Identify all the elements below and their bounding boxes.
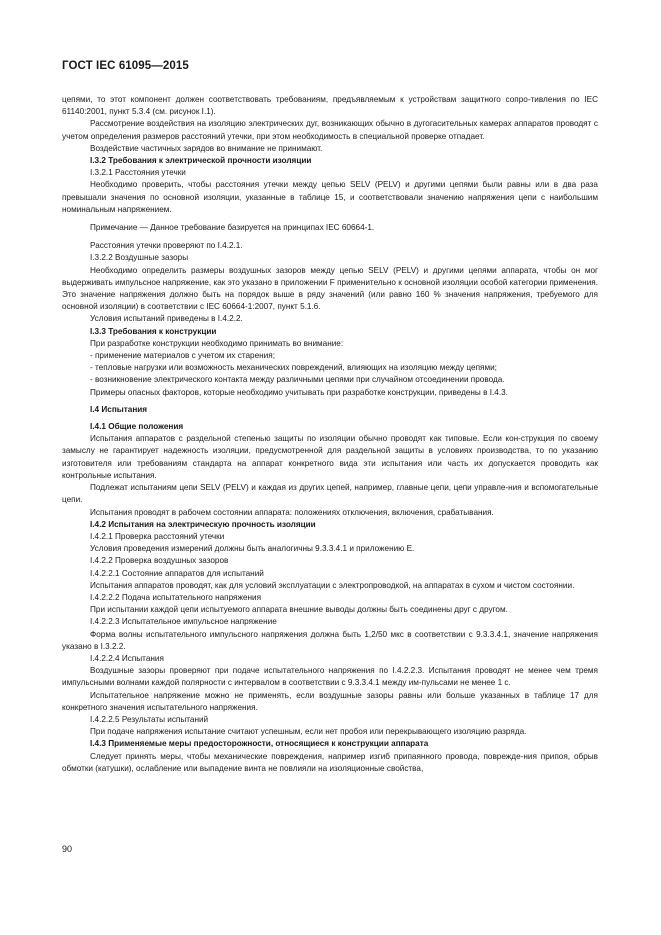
paragraph: Необходимо проверить, чтобы расстояния утечки между цепью SELV (PELV) и другими цепями были равны или в два раза превышали значения по основной изоляции, указанные в таблице 15, и соответствовали значению напряжения цепи с наибольшим номинальным напряжением. — [62, 180, 598, 214]
paragraph: Воздействие частичных зарядов во внимание не принимают. — [90, 143, 323, 153]
page-number: 90 — [62, 844, 73, 854]
paragraph: Испытания аппаратов проводят, как для условий эксплуатации с электропроводкой, на аппаратах в сухом и чистом состоянии. — [90, 580, 575, 590]
paragraph: При испытании каждой цепи испытуемого аппарата внешние выводы должны быть соединены друг с другом. — [90, 605, 508, 615]
subsection-heading: I.4.2.1 Проверка расстояний утечки — [90, 531, 225, 541]
paragraph: При подаче напряжения испытание считают успешным, если нет пробоя или перекрывающего изоляцию разряда. — [90, 727, 527, 737]
subsection-heading: I.4.2.2.4 Испытания — [90, 653, 164, 663]
section-heading: I.3.2 Требования к электрической прочности изоляции — [90, 156, 312, 166]
page-header: ГОСТ IEC 61095—2015 — [62, 60, 189, 72]
subsection-heading: I.3.2.2 Воздушные зазоры — [90, 253, 189, 263]
paragraph: Примеры опасных факторов, которые необходимо учитывать при разработке конструкции, приведены в I.4.3. — [90, 387, 508, 397]
subsection-heading: I.4.2.2.5 Результаты испытаний — [90, 714, 209, 724]
paragraph: Расстояния утечки проверяют по I.4.2.1. — [90, 241, 243, 251]
paragraph: Воздушные зазоры проверяют при подаче испытательного напряжения по I.4.2.2.3. Испытания проводят не менее чем тремя импульсными волнами каждой полярности с интервалом в соответствии с 9.3.3.4.1 между им-пульсами не менее 1 с. — [62, 666, 598, 688]
section-heading: I.4.3 Применяемые меры предосторожности, относящиеся к конструкции аппарата — [90, 739, 429, 749]
paragraph: Условия проведения измерений должны быть аналогичны 9.3.3.4.1 и приложению Е. — [90, 544, 415, 554]
paragraph: Испытания аппаратов с раздельной степенью защиты по изоляции обычно проводят как типовые. Если кон-струкция по своему замыслу не гарантирует надежность изоляции, предусмотренной для раздельной защиты в условиях производства, то по указанию изготовителя или требованиям стандарта на аппарат конкретного вида эти испытания или часть их допускается проводить как контрольные испытания. — [62, 434, 598, 480]
paragraph: Форма волны испытательного импульсного напряжения должна быть 1,2/50 мкс в соответствии с 9.3.3.4.1, значение напряжения указано в I.3.2.2. — [62, 629, 598, 651]
subsection-heading: I.3.2.1 Расстояния утечки — [90, 168, 186, 178]
body-text — [62, 94, 598, 775]
paragraph: Условия испытаний приведены в I.4.2.2. — [90, 314, 243, 324]
subsection-heading: I.4.2.2 Проверка воздушных зазоров — [90, 556, 229, 566]
subsection-heading: I.4.2.2.1 Состояние аппаратов для испытаний — [90, 568, 264, 578]
paragraph: Подлежат испытаниям цепи SELV (PELV) и каждая из других цепей, например, главные цепи, цепи управле-ния и вспомогательные цепи. — [62, 483, 598, 505]
section-heading: I.4.2 Испытания на электрическую прочность изоляции — [90, 519, 316, 529]
paragraph: Следует принять меры, чтобы механические повреждения, например изгиб припаянного провода, поврежде-ния припоя, обрыв обмотки (катушки), ослабление или выпадение винта не повлияли на изоляционные свойства, — [62, 751, 598, 773]
paragraph: Испытания проводят в рабочем состоянии аппарата: положениях отключения, включения, срабатывания. — [90, 507, 494, 517]
paragraph: Испытательное напряжение можно не применять, если воздушные зазоры равны или больше указанных в таблице 17 для конкретного значения испытательного напряжения. — [62, 690, 598, 712]
subsection-heading: I.4.2.2.3 Испытательное импульсное напряжение — [90, 617, 277, 627]
list-item: - тепловые нагрузки или возможность механических повреждений, влияющих на изоляцию между цепями; — [90, 363, 497, 373]
section-heading: I.3.3 Требования к конструкции — [90, 326, 217, 336]
paragraph: Необходимо определить размеры воздушных зазоров между цепью SELV (PELV) и другими цепями аппарата, чтобы он мог выдерживать импульсное напряжение, как это указано в приложении F применительно к основной изоляции особой категории применения. Это значение напряжения должно быть на порядок выше в ряду значений (или равно 160 % значения напряжения, требуемого для основной изоляции) в соответствии с IEC 60664-1:2007, пункт 5.1.6. — [62, 265, 598, 312]
note: Примечание — Данное требование базируется на принципах IEC 60664-1. — [90, 223, 375, 233]
list-item: - возникновение электрического контакта между различными цепями при случайном отсоединении провода. — [90, 375, 505, 385]
paragraph: Рассмотрение воздействия на изоляцию электрических дуг, возникающих обычно в дугогасительных камерах аппаратов проводят с учетом определения размеров расстояний утечки, при этом необходимость в специальной проверке отпадает. — [62, 119, 598, 141]
paragraph: цепями, то этот компонент должен соответствовать требованиям, предъявляемым к устройствам защитного сопро-тивления по IEC 61140:2001, пункт 5.3.4 (см. рисунок I.1). — [62, 95, 598, 117]
list-item: - применение материалов с учетом их старения; — [90, 351, 275, 361]
subsection-heading: I.4.2.2.2 Подача испытательного напряжения — [90, 592, 262, 602]
section-heading: I.4.1 Общие положения — [90, 422, 184, 432]
section-heading: I.4 Испытания — [90, 404, 148, 414]
paragraph: При разработке конструкции необходимо принимать во внимание: — [90, 338, 344, 348]
